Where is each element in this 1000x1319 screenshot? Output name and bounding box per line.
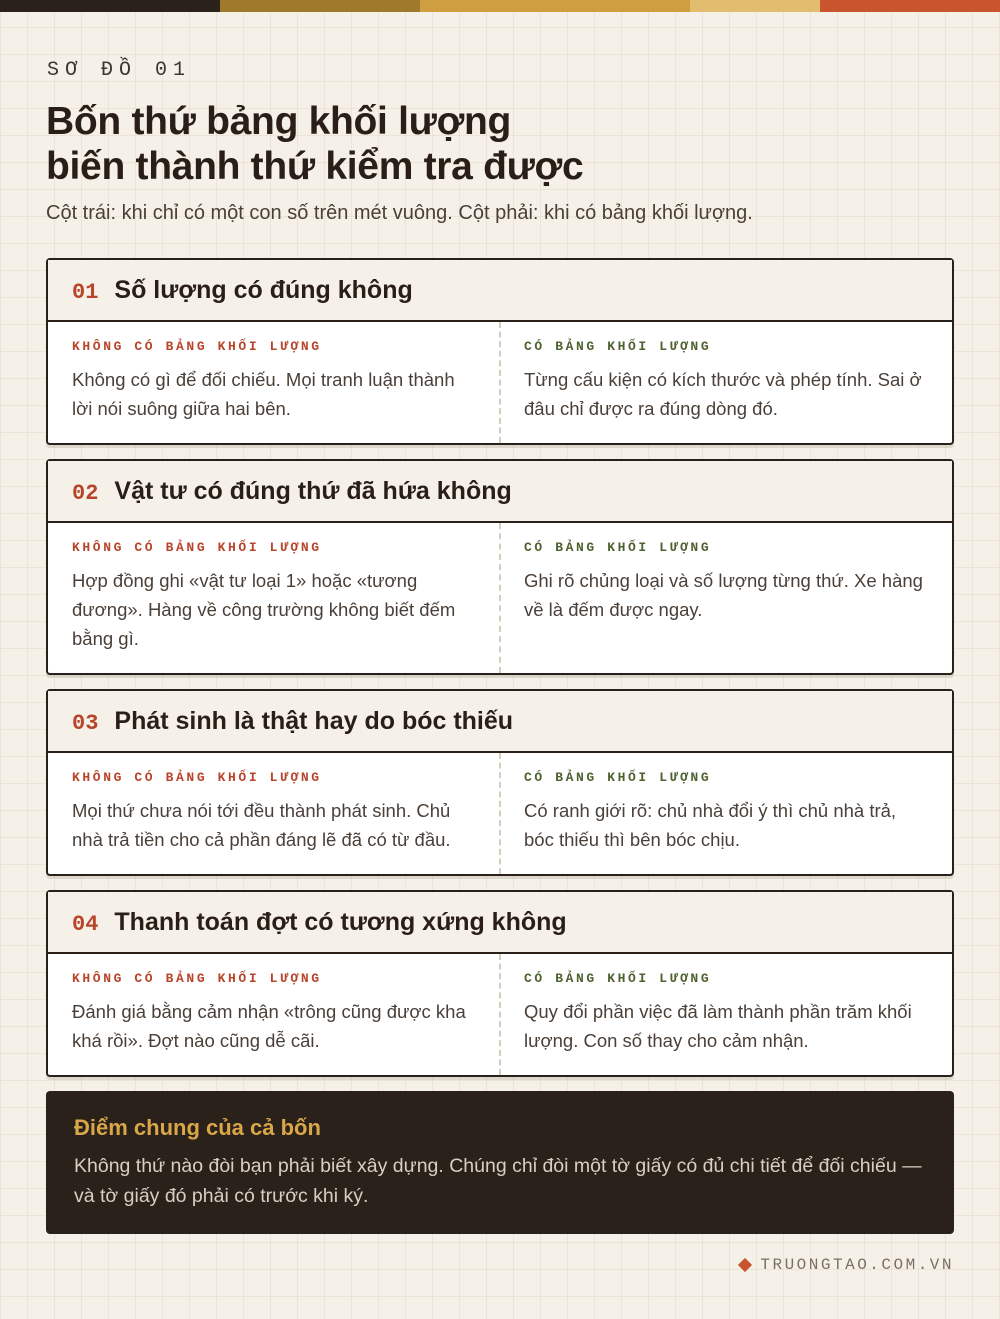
card-number: 02 (72, 480, 99, 506)
comparison-card-4 (46, 890, 954, 1077)
with-label: CÓ BẢNG KHỐI LƯỢNG (524, 770, 712, 785)
card-number: 01 (72, 279, 99, 305)
card-title: Thanh toán đợt có tương xứng không (114, 907, 567, 936)
without-column (48, 523, 500, 673)
without-text: Không có gì để đối chiếu. Mọi tranh luận thành lời nói suông giữa hai bên. (72, 369, 455, 419)
card-body (48, 322, 952, 443)
diagram-kicker: SƠ ĐỒ 01 (47, 59, 192, 82)
with-text: Từng cấu kiện có kích thước và phép tính. Sai ở đâu chỉ được ra đúng dòng đó. (524, 369, 922, 419)
without-column (48, 954, 500, 1075)
title-line-1: Bốn thứ bảng khối lượng (46, 100, 512, 143)
with-column (500, 322, 952, 443)
color-segment-2 (220, 0, 420, 12)
without-column (48, 322, 500, 443)
with-column (500, 753, 952, 874)
without-label: KHÔNG CÓ BẢNG KHỐI LƯỢNG (72, 540, 322, 555)
summary-text: Không thứ nào đòi bạn phải biết xây dựng. Chúng chỉ đòi một tờ giấy có đủ chi tiết để đối chiếu — và tờ giấy đó phải có trước khi ký. (74, 1155, 922, 1207)
column-divider (499, 753, 501, 874)
card-header (48, 691, 952, 753)
card-number: 04 (72, 911, 99, 937)
column-divider (499, 322, 501, 443)
with-label: CÓ BẢNG KHỐI LƯỢNG (524, 971, 712, 986)
color-segment-3 (420, 0, 690, 12)
color-segment-5 (820, 0, 1000, 12)
card-title: Số lượng có đúng không (114, 275, 413, 304)
card-title: Phát sinh là thật hay do bóc thiếu (114, 706, 514, 735)
without-text: Hợp đồng ghi «vật tư loại 1» hoặc «tương đương». Hàng về công trường không biết đếm bằng gì. (72, 570, 456, 649)
page-subtitle: Cột trái: khi chỉ có một con số trên mét vuông. Cột phải: khi có bảng khối lượng. (46, 202, 753, 224)
with-label: CÓ BẢNG KHỐI LƯỢNG (524, 339, 712, 354)
card-header (48, 892, 952, 954)
without-label: KHÔNG CÓ BẢNG KHỐI LƯỢNG (72, 971, 322, 986)
without-column (48, 753, 500, 874)
top-color-bar (0, 0, 1000, 12)
with-text: Có ranh giới rõ: chủ nhà đổi ý thì chủ nhà trả, bóc thiếu thì bên bóc chịu. (524, 800, 897, 850)
without-label: KHÔNG CÓ BẢNG KHỐI LƯỢNG (72, 770, 322, 785)
comparison-card-2 (46, 459, 954, 675)
title-line-2: biến thành thứ kiểm tra được (46, 145, 584, 188)
diamond-icon (738, 1258, 752, 1272)
column-divider (499, 523, 501, 673)
with-label: CÓ BẢNG KHỐI LƯỢNG (524, 540, 712, 555)
column-divider (499, 954, 501, 1075)
without-text: Mọi thứ chưa nói tới đều thành phát sinh. Chủ nhà trả tiền cho cả phần đáng lẽ đã có từ đầu. (72, 800, 451, 850)
summary-title: Điểm chung của cả bốn (74, 1115, 321, 1140)
color-segment-1 (0, 0, 220, 12)
comparison-card-3 (46, 689, 954, 876)
with-column (500, 523, 952, 673)
without-label: KHÔNG CÓ BẢNG KHỐI LƯỢNG (72, 339, 322, 354)
card-body (48, 523, 952, 673)
page-title (46, 99, 946, 189)
card-header (48, 461, 952, 523)
site-url: TRUONGTAO.COM.VN (760, 1256, 954, 1274)
with-text: Quy đổi phần việc đã làm thành phần trăm khối lượng. Con số thay cho cảm nhận. (524, 1001, 912, 1051)
card-body (48, 954, 952, 1075)
without-text: Đánh giá bằng cảm nhận «trông cũng được kha khá rồi». Đợt nào cũng dễ cãi. (72, 1001, 466, 1051)
card-header (48, 260, 952, 322)
card-number: 03 (72, 710, 99, 736)
with-column (500, 954, 952, 1075)
summary-box (46, 1091, 954, 1234)
with-text: Ghi rõ chủng loại và số lượng từng thứ. Xe hàng về là đếm được ngay. (524, 570, 923, 620)
color-segment-4 (690, 0, 820, 12)
card-body (48, 753, 952, 874)
site-footer (740, 1256, 954, 1274)
card-title: Vật tư có đúng thứ đã hứa không (114, 476, 512, 505)
comparison-card-1 (46, 258, 954, 445)
